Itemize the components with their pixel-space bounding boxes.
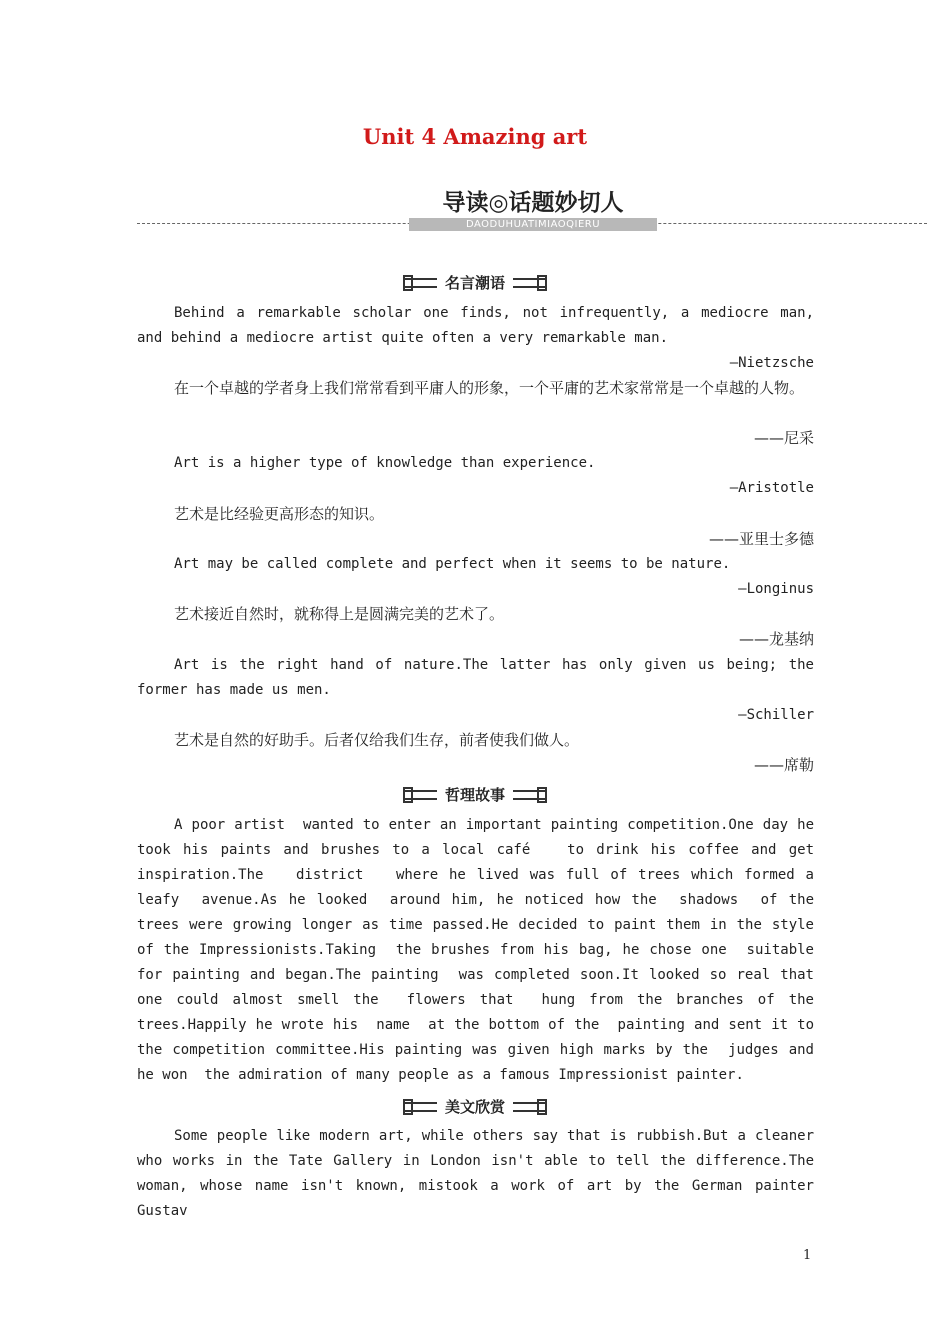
quote-author-cn-4: ——席勒 bbox=[753, 756, 814, 774]
quote-cn-4: 艺术是自然的好助手。后者仅给我们生存，前者使我们做人。 bbox=[174, 731, 580, 749]
section-heading-quotes bbox=[0, 272, 950, 292]
banner-title: 导读◎话题妙切人 bbox=[407, 184, 659, 218]
quote-cn-2: 艺术是比经验更高形态的知识。 bbox=[174, 505, 385, 523]
quote-author-en-2: —Aristotle bbox=[729, 480, 814, 496]
quote-cn-3: 艺术接近自然时，就称得上是圆满完美的艺术了。 bbox=[174, 605, 505, 623]
section-label: 名言潮语 bbox=[437, 272, 513, 293]
quote-cn-1: 在一个卓越的学者身上我们常常看到平庸人的形象，一个平庸的艺术家常常是一个卓越的人物。 bbox=[174, 379, 805, 397]
section-banner bbox=[407, 184, 659, 232]
section-label: 美文欣赏 bbox=[437, 1096, 513, 1117]
page-title: Unit 4 Amazing art bbox=[362, 124, 588, 149]
page-number: 1 bbox=[803, 1248, 812, 1263]
quote-en-2: Art is a higher type of knowledge than experience. bbox=[174, 455, 596, 471]
quote-author-en-1: —Nietzsche bbox=[729, 355, 814, 371]
quote-en-1: Behind a remarkable scholar one finds, not infrequently, a mediocre man, and behind a mediocre artist quite often a very remarkable man. bbox=[137, 305, 814, 346]
banner-subtitle: DAODUHUATIMIAOQIERU bbox=[409, 218, 657, 231]
quote-author-en-4: —Schiller bbox=[738, 707, 814, 723]
quote-en-3: Art may be called complete and perfect when it seems to be nature. bbox=[174, 556, 731, 572]
quote-author-en-3: —Longinus bbox=[738, 581, 814, 597]
section-heading-essay bbox=[0, 1096, 950, 1116]
quote-author-cn-3: ——龙基纳 bbox=[738, 630, 814, 648]
essay-paragraph: Some people like modern art, while others say that is rubbish.But a cleaner who works in the Tate Gallery in London isn't able to tell the difference.The woman, whose name isn't known, mistook a work of art by the German painter Gustav bbox=[137, 1128, 814, 1219]
quote-author-cn-1: ——尼采 bbox=[753, 429, 814, 447]
quote-en-4: Art is the right hand of nature.The latter has only given us being; the former has made us men. bbox=[137, 657, 814, 698]
section-heading-story bbox=[0, 784, 950, 804]
story-paragraph: A poor artist wanted to enter an important painting competition.One day he took his paints and brushes to a local café to drink his coffee and get inspiration.The district where he lived was full of trees which formed a leafy avenue.As he looked around him, he noticed how the shadows of the trees were growing longer as time passed.He decided to paint them in the style of the Impressionists.Taking the brushes from his bag, he chose one suitable for painting and began.The painting was completed soon.It looked so real that one could almost smell the flowers that hung from the branches of the trees.Happily he wrote his name at the bottom of the painting and sent it to the competition committee.His painting was given high marks by the judges and he won the admiration of many people as a famous Impressionist painter. bbox=[137, 817, 823, 1083]
quote-author-cn-2: ——亚里士多德 bbox=[708, 530, 814, 548]
section-label: 哲理故事 bbox=[437, 784, 513, 805]
